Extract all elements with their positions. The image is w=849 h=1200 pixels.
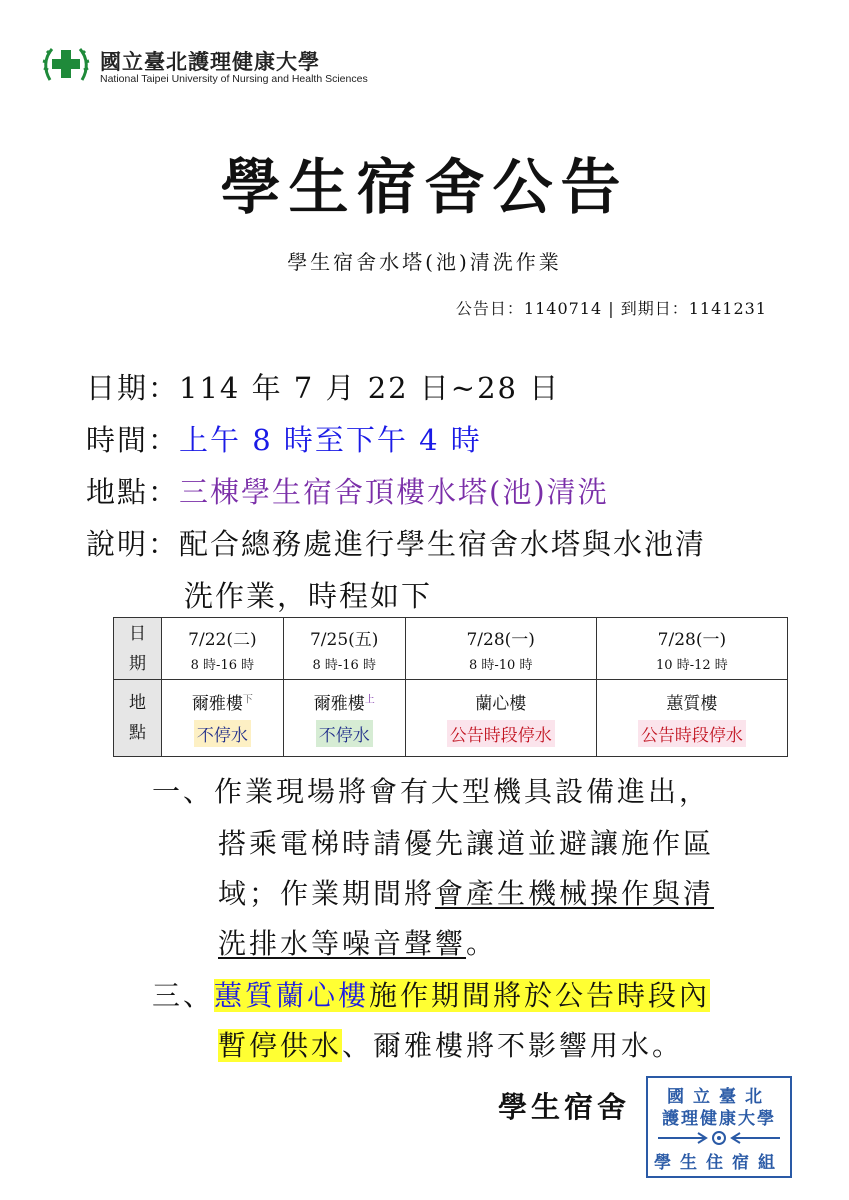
status-badge: 不停水 xyxy=(316,720,373,747)
arrow-flower-icon xyxy=(654,1128,784,1148)
table-cell: 7/22(二) 8 時-16 時 xyxy=(162,618,284,680)
announcement-dates: 公告日：1140714 | 到期日：1141231 xyxy=(455,299,767,318)
note-1-line-1: 一、作業現場將會有大型機具設備進出， xyxy=(152,775,711,808)
desc-line-2: 洗作業，時程如下 xyxy=(184,579,433,613)
table-row xyxy=(114,680,788,757)
table-row xyxy=(114,618,788,680)
time-label: 時間： xyxy=(86,423,180,457)
place-row xyxy=(86,470,609,511)
desc-line-1: 配合總務處進行學生宿舍水塔與水池清 xyxy=(179,527,707,561)
date-row xyxy=(86,366,560,407)
table-cell: 7/28(一) 10 時-12 時 xyxy=(596,618,787,680)
desc-row xyxy=(86,522,706,563)
signature: 學生宿舍 xyxy=(498,1090,631,1124)
university-logo xyxy=(42,40,368,90)
table-cell: 蘭心樓 公告時段停水 xyxy=(405,680,596,757)
stamp-line-3: 學生住宿組 xyxy=(654,1153,784,1173)
desc-label: 說明： xyxy=(86,527,180,561)
status-badge: 不停水 xyxy=(194,720,251,747)
status-badge: 公告時段停水 xyxy=(447,720,555,747)
page-title: 學生宿舍公告 xyxy=(220,153,629,223)
table-cell: 蕙質樓 公告時段停水 xyxy=(596,680,787,757)
table-cell: 7/28(一) 8 時-10 時 xyxy=(405,618,596,680)
date-value: 114 年 7 月 22 日~28 日 xyxy=(179,371,561,405)
university-name-en: National Taipei University of Nursing and Health Sciences xyxy=(100,73,368,85)
office-stamp xyxy=(646,1076,792,1178)
table-cell: 爾雅樓$^下$ 不停水 xyxy=(162,680,284,757)
note-3-line-1: 三、蕙質蘭心樓施作期間將於公告時段內 xyxy=(152,979,711,1012)
table-cell: 7/25(五) 8 時-16 時 xyxy=(283,618,405,680)
schedule-table xyxy=(113,617,788,757)
place-label: 地點： xyxy=(86,475,180,509)
date-label: 日期： xyxy=(86,371,180,405)
status-badge: 公告時段停水 xyxy=(638,720,746,747)
table-cell: 爾雅樓$^上$ 不停水 xyxy=(283,680,405,757)
time-value: 上午 8 時至下午 4 時 xyxy=(179,423,482,457)
stamp-line-2: 護理健康大學 xyxy=(662,1109,776,1129)
note-1-line-3: 域；作業期間將會產生機械操作與清 xyxy=(218,877,715,910)
note-1-line-2: 搭乘電梯時請優先讓道並避讓施作區 xyxy=(218,827,715,860)
stamp-line-1: 國立臺北 xyxy=(667,1087,771,1107)
cross-wreath-icon xyxy=(42,40,90,88)
page-subtitle: 學生宿舍水塔(池)清洗作業 xyxy=(287,250,562,274)
place-value: 三棟學生宿舍頂樓水塔(池)清洗 xyxy=(179,475,609,509)
university-name-zh: 國立臺北護理健康大學 xyxy=(100,50,320,74)
date-header: 日 期 xyxy=(114,618,162,680)
note-1-line-4: 洗排水等噪音聲響。 xyxy=(218,927,498,960)
note-3-line-2: 暫停供水、爾雅樓將不影響用水。 xyxy=(218,1029,684,1062)
time-row xyxy=(86,418,482,459)
place-header: 地 點 xyxy=(114,680,162,757)
